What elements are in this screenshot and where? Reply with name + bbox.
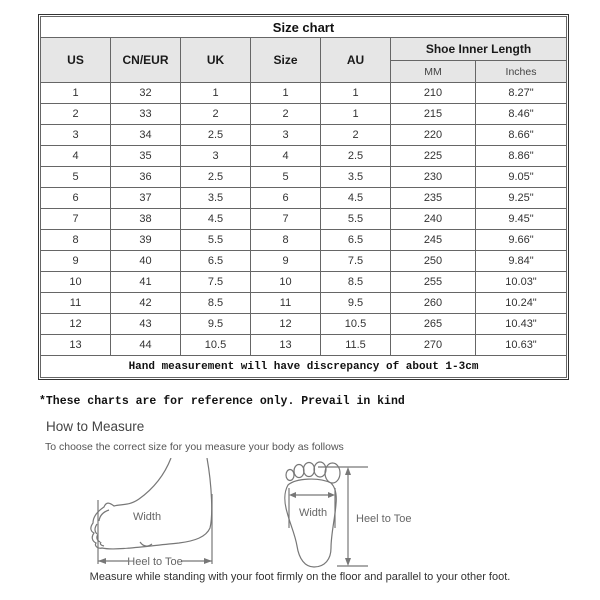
table-row [41, 125, 567, 146]
cell: 245 [391, 230, 476, 251]
cell: 1 [41, 83, 111, 104]
size-chart-table-wrap [38, 14, 569, 380]
cell: 10 [41, 272, 111, 293]
cell: 6 [41, 188, 111, 209]
table-row [41, 83, 567, 104]
cell: 13 [41, 335, 111, 356]
table-title-row [41, 17, 567, 38]
col-header-us: US [41, 38, 111, 83]
cell: 11 [41, 293, 111, 314]
cell: 1 [321, 104, 391, 125]
arrowhead-right [204, 558, 212, 564]
cell: 33 [111, 104, 181, 125]
cell: 13 [251, 335, 321, 356]
cell: 10 [251, 272, 321, 293]
sole-heel-to-toe-label: Heel to Toe [356, 513, 412, 525]
side-heel-to-toe-label: Heel to Toe [127, 556, 183, 568]
cell: 250 [391, 251, 476, 272]
foot-sole-view-drawing [285, 462, 412, 567]
cell: 4 [41, 146, 111, 167]
cell: 9.66" [476, 230, 567, 251]
col-header-cneur: CN/EUR [111, 38, 181, 83]
cell: 39 [111, 230, 181, 251]
cell: 6.5 [321, 230, 391, 251]
cell: 225 [391, 146, 476, 167]
arrowhead-left [289, 492, 296, 498]
cell: 10.5 [181, 335, 251, 356]
cell: 8.27" [476, 83, 567, 104]
cell: 32 [111, 83, 181, 104]
cell: 6 [251, 188, 321, 209]
col-header-inches: Inches [476, 61, 567, 83]
cell: 7.5 [181, 272, 251, 293]
cell: 9.84" [476, 251, 567, 272]
col-header-inner-length: Shoe Inner Length [391, 38, 567, 61]
cell: 8 [41, 230, 111, 251]
cell: 4.5 [321, 188, 391, 209]
cell: 240 [391, 209, 476, 230]
cell: 7 [251, 209, 321, 230]
cell: 3 [251, 125, 321, 146]
cell: 8.66" [476, 125, 567, 146]
cell: 8.5 [181, 293, 251, 314]
cell: 43 [111, 314, 181, 335]
cell: 9.5 [321, 293, 391, 314]
cell: 2.5 [181, 125, 251, 146]
cell: 2 [41, 104, 111, 125]
arrowhead-right [328, 492, 335, 498]
cell: 10.03" [476, 272, 567, 293]
table-row [41, 293, 567, 314]
measure-caption: Measure while standing with your foot firmly on the floor and parallel to your other foot. [89, 571, 511, 583]
reference-note: *These charts are for reference only. Prevail in kind [39, 395, 405, 408]
cell: 10.24" [476, 293, 567, 314]
cell: 230 [391, 167, 476, 188]
arrowhead-left [98, 558, 106, 564]
table-row [41, 230, 567, 251]
cell: 5.5 [181, 230, 251, 251]
cell: 2 [251, 104, 321, 125]
cell: 40 [111, 251, 181, 272]
cell: 3.5 [181, 188, 251, 209]
cell: 9 [251, 251, 321, 272]
cell: 11 [251, 293, 321, 314]
cell: 10.5 [321, 314, 391, 335]
col-header-au: AU [321, 38, 391, 83]
cell: 8 [251, 230, 321, 251]
cell: 3 [41, 125, 111, 146]
cell: 235 [391, 188, 476, 209]
table-row [41, 272, 567, 293]
table-row [41, 167, 567, 188]
how-to-measure-title: How to Measure [46, 419, 145, 434]
cell: 2 [181, 104, 251, 125]
cell: 210 [391, 83, 476, 104]
cell: 3.5 [321, 167, 391, 188]
cell: 10.63" [476, 335, 567, 356]
cell: 36 [111, 167, 181, 188]
cell: 9.05" [476, 167, 567, 188]
cell: 8.86" [476, 146, 567, 167]
cell: 1 [251, 83, 321, 104]
cell: 7 [41, 209, 111, 230]
table-row [41, 314, 567, 335]
how-to-measure-subtitle: To choose the correct size for you measure your body as follows [45, 441, 344, 453]
cell: 2.5 [321, 146, 391, 167]
table-row [41, 188, 567, 209]
cell: 10.43" [476, 314, 567, 335]
measurement-diagram [85, 458, 455, 572]
table-row [41, 251, 567, 272]
table-row [41, 209, 567, 230]
cell: 9 [41, 251, 111, 272]
cell: 12 [41, 314, 111, 335]
col-header-mm: MM [391, 61, 476, 83]
table-row [41, 104, 567, 125]
cell: 5 [251, 167, 321, 188]
cell: 2.5 [181, 167, 251, 188]
table-footer-note: Hand measurement will have discrepancy of about 1-3cm [41, 356, 567, 378]
cell: 1 [181, 83, 251, 104]
cell: 4.5 [181, 209, 251, 230]
cell: 41 [111, 272, 181, 293]
cell: 265 [391, 314, 476, 335]
cell: 6.5 [181, 251, 251, 272]
cell: 4 [251, 146, 321, 167]
cell: 8.5 [321, 272, 391, 293]
cell: 215 [391, 104, 476, 125]
cell: 38 [111, 209, 181, 230]
cell: 5 [41, 167, 111, 188]
cell: 220 [391, 125, 476, 146]
side-width-label: Width [132, 511, 162, 523]
col-header-uk: UK [181, 38, 251, 83]
cell: 12 [251, 314, 321, 335]
cell: 35 [111, 146, 181, 167]
cell: 1 [321, 83, 391, 104]
cell: 260 [391, 293, 476, 314]
cell: 5.5 [321, 209, 391, 230]
cell: 11.5 [321, 335, 391, 356]
cell: 9.25" [476, 188, 567, 209]
table-title: Size chart [41, 17, 567, 38]
cell: 2 [321, 125, 391, 146]
cell: 34 [111, 125, 181, 146]
sole-width-label: Width [298, 507, 328, 519]
foot-side-view-drawing [91, 458, 212, 568]
table-body [41, 83, 567, 356]
cell: 44 [111, 335, 181, 356]
arrowhead-down [345, 558, 351, 566]
cell: 3 [181, 146, 251, 167]
cell: 270 [391, 335, 476, 356]
cell: 42 [111, 293, 181, 314]
col-header-size: Size [251, 38, 321, 83]
arrowhead-up [345, 467, 351, 475]
table-header-row [41, 38, 567, 61]
table-row [41, 146, 567, 167]
cell: 9.45" [476, 209, 567, 230]
cell: 37 [111, 188, 181, 209]
cell: 255 [391, 272, 476, 293]
table-footer-row [41, 356, 567, 378]
cell: 7.5 [321, 251, 391, 272]
table-row [41, 335, 567, 356]
cell: 9.5 [181, 314, 251, 335]
cell: 8.46" [476, 104, 567, 125]
size-chart-table [40, 16, 567, 378]
